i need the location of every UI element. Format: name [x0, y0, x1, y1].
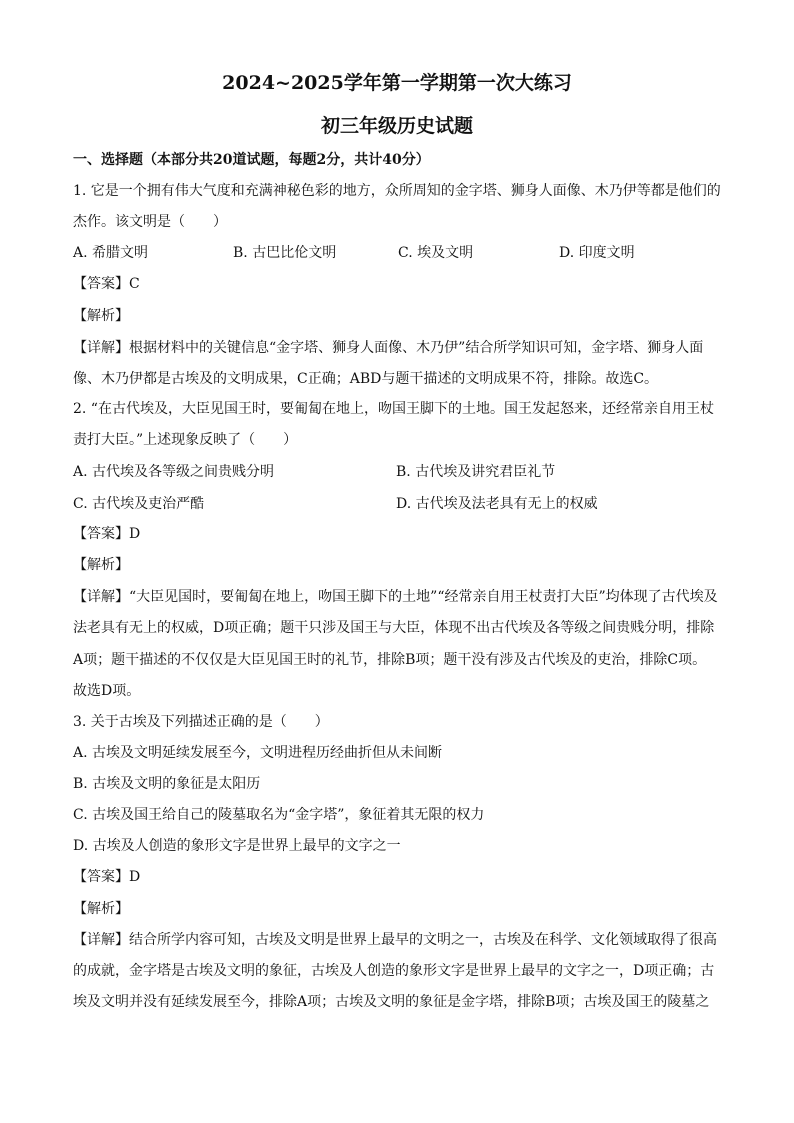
exam-subtitle: 初三年级历史试题	[320, 115, 473, 137]
q1-option-c: C. 埃及文明	[398, 245, 474, 261]
q2-stem-line1: 2. “在古代埃及，大臣见国王时，要匍匐在地上，吻国王脚下的土地。国王发起怒来，还经常亲自用王杖	[73, 401, 714, 417]
q3-analysis: 【解析】	[73, 901, 129, 917]
q3-stem: 3. 关于古埃及下列描述正确的是（ ）	[73, 714, 329, 730]
q3-detail-line1: 【详解】结合所学内容可知，古埃及文明是世界上最早的文明之一，古埃及在科学、文化领域取得了很高	[73, 932, 717, 948]
q3-detail-line2: 的成就，金字塔是古埃及文明的象征，古埃及人创造的象形文字是世界上最早的文字之一，D项正确；古	[73, 963, 715, 979]
q1-detail-line2: 像、木乃伊都是古埃及的文明成果，C正确；ABD与题干描述的文明成果不符，排除。故选C。	[73, 371, 659, 387]
q3-option-b: B. 古埃及文明的象征是太阳历	[73, 776, 261, 792]
q2-detail-line4: 故选D项。	[73, 683, 141, 699]
q1-detail-line1: 【详解】根据材料中的关键信息“金字塔、狮身人面像、木乃伊”结合所学知识可知，金字塔、狮身人面	[73, 340, 704, 356]
q2-detail-line2: 法老具有无上的权威，D项正确；题干只涉及国王与大臣，体现不出古代埃及各等级之间贵贱分明，排除	[73, 620, 715, 636]
q2-answer: 【答案】D	[73, 526, 141, 542]
q1-stem-line1: 1. 它是一个拥有伟大气度和充满神秘色彩的地方，众所周知的金字塔、狮身人面像、木乃伊等都是他们的	[73, 183, 721, 199]
q3-option-a: A. 古埃及文明延续发展至今，文明进程历经曲折但从未间断	[73, 745, 443, 761]
q2-option-c: C. 古代埃及吏治严酷	[73, 496, 205, 512]
q3-option-c: C. 古埃及国王给自己的陵墓取名为“金字塔”，象征着其无限的权力	[73, 807, 485, 823]
q2-analysis: 【解析】	[73, 557, 129, 573]
q3-detail-line3: 埃及文明并没有延续发展至今，排除A项；古埃及文明的象征是金字塔，排除B项；古埃及国王的陵墓之	[73, 994, 710, 1010]
q2-option-d: D. 古代埃及法老具有无上的权威	[396, 496, 598, 512]
q1-option-d: D. 印度文明	[559, 245, 635, 261]
q1-stem-line2: 杰作。该文明是（ ）	[73, 214, 227, 230]
q1-answer: 【答案】C	[73, 276, 140, 292]
q2-option-b: B. 古代埃及讲究君臣礼节	[396, 464, 556, 480]
section-heading: 一、选择题（本部分共20道试题，每题2分，共计40分）	[73, 152, 430, 168]
q3-option-d: D. 古埃及人创造的象形文字是世界上最早的文字之一	[73, 838, 401, 854]
q2-detail-line3: A项；题干描述的不仅仅是大臣见国王时的礼节，排除B项；题干没有涉及古代埃及的吏治，排除C项。	[73, 652, 707, 668]
q3-answer: 【答案】D	[73, 869, 141, 885]
q2-option-a: A. 古代埃及各等级之间贵贱分明	[73, 464, 275, 480]
q1-option-a: A. 希腊文明	[73, 245, 149, 261]
q2-detail-line1: 【详解】“大臣见国时，要匍匐在地上，吻国王脚下的土地”“经常亲自用王杖责打大臣”均体现了古代埃及	[73, 589, 718, 605]
exam-title: 2024~2025学年第一学期第一次大练习	[222, 72, 572, 94]
q1-analysis: 【解析】	[73, 308, 129, 324]
q2-stem-line2: 责打大臣。”上述现象反映了（ ）	[73, 432, 298, 448]
q1-option-b: B. 古巴比伦文明	[233, 245, 337, 261]
